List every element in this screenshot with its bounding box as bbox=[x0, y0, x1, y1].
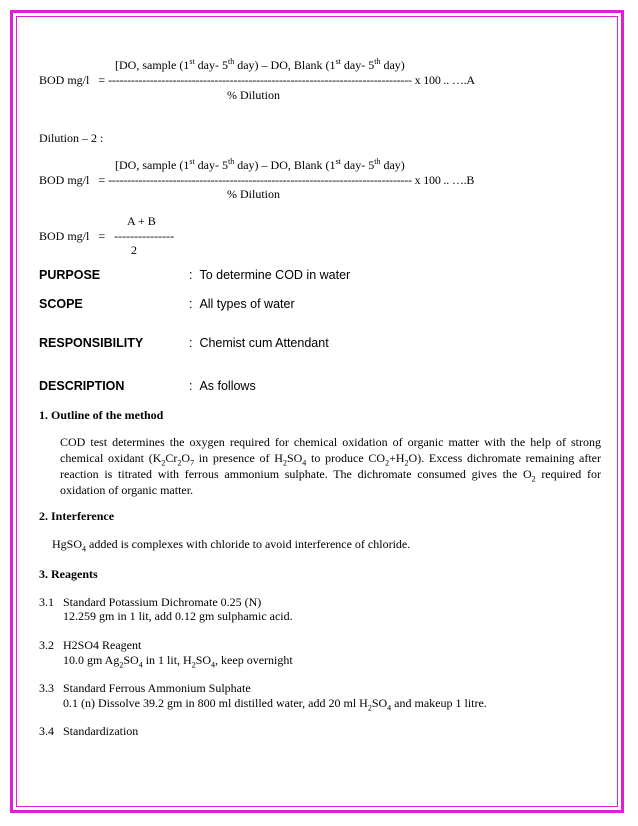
reagent-3-3-detail: 0.1 (n) Dissolve 39.2 gm in 800 ml distilled water, add 20 ml $H_2SO_4$ and makeup 1 litre. bbox=[63, 696, 487, 713]
formula3-numerator: A + B bbox=[127, 214, 156, 228]
interference-text: HgSO$_4$ added is complexes with chloride to avoid interference of chloride. bbox=[52, 537, 411, 554]
formula2-rhs: -------------------------------------------------------------------------------- x 100 .. ….B bbox=[108, 173, 475, 187]
formula2-line bbox=[39, 173, 474, 187]
reagent-3-2-title: 3.2 H2SO4 Reagent bbox=[39, 638, 142, 652]
reagent-3-1-detail: 12.259 gm in 1 lit, add 0.12 gm sulphamic acid. bbox=[63, 609, 293, 623]
formula3-denominator: 2 bbox=[131, 243, 137, 257]
formula2-eq: = bbox=[98, 173, 106, 187]
formula3-eq: = bbox=[98, 229, 106, 243]
responsibility-value: : Chemist cum Attendant bbox=[189, 336, 329, 350]
formula1-rhs: -------------------------------------------------------------------------------- x 100 .. ….A bbox=[108, 73, 475, 87]
reagents-heading: 3. Reagents bbox=[39, 567, 98, 581]
scope-label: SCOPE bbox=[39, 297, 83, 311]
formula3-rhs: --------------- bbox=[114, 229, 175, 243]
formula3-lhs: BOD mg/l bbox=[39, 229, 90, 243]
reagent-3-1-title: 3.1 Standard Potassium Dichromate 0.25 (N) bbox=[39, 595, 262, 609]
formula2-denominator: % Dilution bbox=[227, 187, 280, 201]
formula1-denominator: % Dilution bbox=[227, 88, 280, 102]
reagent-3-3-title: 3.3 Standard Ferrous Ammonium Sulphate bbox=[39, 681, 251, 695]
reagent-3-4-title: 3.4 Standardization bbox=[39, 724, 139, 738]
formula1-eq: = bbox=[98, 73, 106, 87]
outline-paragraph: COD test determines the oxygen required for chemical oxidation of organic matter with the help of strong chemical oxidant ($K_2Cr_2O_7$ in presence of $H_2SO_4$ to produce $CO_2+H_2O$). Excess dichromate remaining after reaction is titrated with ferrous ammonium sulphate. The dichromate consumed gives the $O_2$ required for oxidation of organic matter. bbox=[60, 435, 602, 497]
dilution-heading: Dilution – 2 : bbox=[39, 131, 104, 145]
formula3-line bbox=[39, 229, 174, 243]
description-value: : As follows bbox=[189, 379, 256, 393]
purpose-value: : To determine COD in water bbox=[189, 268, 351, 282]
purpose-label: PURPOSE bbox=[39, 268, 101, 282]
description-label: DESCRIPTION bbox=[39, 379, 125, 393]
formula1-numerator: [DO, sample (1st day- 5th day) – DO, Blank (1st day- 5th day) bbox=[115, 57, 405, 72]
responsibility-label: RESPONSIBILITY bbox=[39, 336, 144, 350]
interference-heading: 2. Interference bbox=[39, 509, 115, 523]
formula1-line bbox=[39, 73, 475, 87]
reagent-3-2-detail: 10.0 gm $Ag_2SO_4$ in 1 lit, $H_2SO_4$, keep overnight bbox=[63, 653, 293, 670]
outline-heading: 1. Outline of the method bbox=[39, 408, 164, 422]
formula2-numerator: [DO, sample (1st day- 5th day) – DO, Blank (1st day- 5th day) bbox=[115, 157, 405, 172]
scope-value: : All types of water bbox=[189, 297, 295, 311]
formula1-lhs: BOD mg/l bbox=[39, 73, 90, 87]
formula2-lhs: BOD mg/l bbox=[39, 173, 90, 187]
